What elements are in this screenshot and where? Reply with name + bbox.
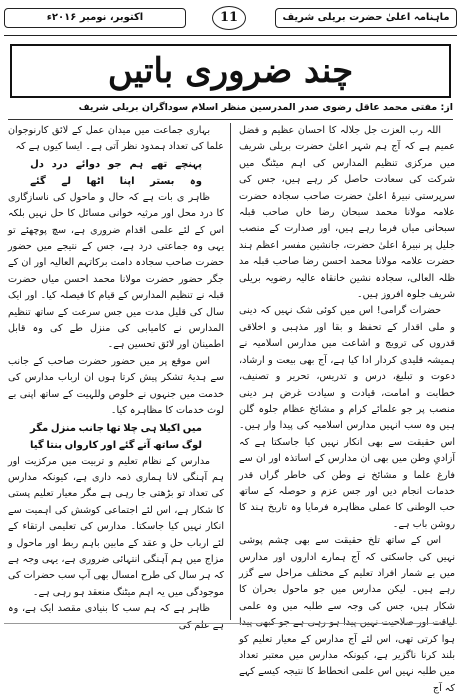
title-frame [10,44,451,98]
paragraph: حضرات گرامی! اس میں کوئی شک نہیں کہ دینی و ملی اقدار کے تحفظ و بقا اور مذہبی و اخلاقی قدروں کی ترویج و اشاعت میں مدارس اسلامیہ نے ہمیشہ قلیدی کردار ادا کیا ہے، آج بھی بیعت و ارشاد، دعوت و تبلیغ، درس و تدریس، تحریر و تصنیف، خطابت و امامت، قیادت و سیادت غرض ہر دینی منصب پر جو علمائے کرام و مشائخ عظام جلوہ گلن ہیں وہ سب انہیں مدارس اسلامیہ کی پیدا وار ہیں۔ اس حقیقت سے بھی انکار نہیں کیا جاسکتا ہے کہ آزادیِ وطن میں بھی ان مدارس کے اساتذہ اور ان سے فارغ علما و مشائخ نے وطن کی خاطر گراں قدر خدمات انجام دیں اور جس عزم و حوصلہ کے ساتھ حب الوطنی کا عملی مظاہرہ فرمایا وہ تاریخ ہند کا روشن باب ہے۔ [239,305,455,530]
author-byline: از: مفتی محمد عاقل رضوی صدر المدرسین منظر اسلام سوداگران بریلی شریف [78,102,453,113]
verse-word: اور [100,439,117,451]
magazine-page [4,4,457,694]
verse-word: وہ [189,175,202,187]
verse-word: گئے [118,439,135,451]
verse-line [8,437,224,454]
verse-word: تھے [151,158,168,170]
verse-word: اٹھا [86,175,105,187]
verse-word: بنتا [46,439,62,451]
verse-word: جو [108,158,122,170]
verse-word: کارواں [64,439,99,451]
verse-word: لوگ [181,439,202,451]
verse-word: گیا [30,439,44,451]
magazine-name: ماہنامہ اعلیٰ حضرت بریلی شریف [275,8,457,28]
column-divider [230,123,231,620]
verse-line [8,156,224,173]
verse-word: ہی [140,422,157,434]
verse-word: منزل [50,422,76,434]
verse-line [8,173,224,190]
page-bottom-rule [4,623,457,624]
left-column [8,123,224,631]
paragraph: ظاہر ہے کہ ہم سب کا بنیادی مقصد ایک ہے، وہ ہے علم کی [8,603,224,631]
verse-word: دل [30,158,44,170]
paragraph: اس کے ساتھ تلخ حقیقت سے بھی چشم پوشی نہیں کی جاسکتی کہ آج ہمارے اداروں اور مدارس میں بے شمار افراد تعلیم کے مختلف مراحل سے گزر رہے ہیں۔ لیکن مدارس میں جو ماحول بحران کا شکار ہیں، جس کی وجہ سے طلبہ میں وہ علمی لیاقت اور صلاحیت نہیں پیدا ہو رہی ہے جو کبھی پیدا ہوا کرتی تھی، اس لئے آج مدارس کے معیار تعلیم کو بلند کرنا ناگزیر ہے، کیونکہ مدارس میں معتبر تعداد میں طلبہ نہیں اس علمی انحطاط کا نتیجہ کیسے کہے کہ آج [239,535,455,694]
verse-word: اپنا [119,175,135,187]
paragraph: مدارس کے نظام تعلیم و تربیت میں مرکزیت اور ہم آہنگی لانا ہماری ذمہ داری ہے، کیونکہ مدارس کی تعداد تو بڑھتی جا رہی ہے مگر معیار تعلیم پستی کا شکار ہے، اس لئے اجتماعی کوشش کی اہمیت سے انکار نہیں کیا جاسکتا۔ مدارس کی تعلیمی ارتقاء کے لئے ارباب حل و عقد کے مابین باہم ربط اور ماحول و مزاج میں ہم آہنگی انتہائی ضروری ہے، یہی وجہ ہے کہ ہر سال کی طرح امسال بھی آپ سب حضرات کی موجودگی میں یہ اہم میٹنگ منعقد ہو رہی ہے۔ [8,455,224,598]
verse-word: آتے [137,439,151,451]
verse-word: بستر [150,175,175,187]
issue-date: اکتوبر، نومبر ۲۰۱۶ء [4,8,186,28]
paragraph: بہاری جماعت میں میدان عمل کے لائق کارنوجوان علما کی تعداد ہمدود نظر آتی ہے۔ ایسا کیوں ہے کہ [8,125,224,153]
verse-word: ساتھ [152,439,180,451]
verse-word: مگر [30,422,49,434]
verse-word: جانب [78,422,104,434]
page-number: 11 [212,6,246,30]
verse-word: درد [51,158,68,170]
right-column [239,123,455,694]
verse-word: دوائے [75,158,101,170]
verse-word: اکیلا [159,422,181,434]
verse-word: چلا [123,422,139,434]
verse-word: میں [182,422,202,434]
paragraph: اللہ رب العزت جل جلالہ کا احسان عظیم و فضل عمیم ہے کہ آج ہم شہر اعلیٰ حضرت بریلی شریف میں مرکزی تنظیم المدارس کی اہم میٹنگ میں شرکت کی سعادت حاصل کر رہے ہیں، جس کی سرپرستی نبیرۂ اعلیٰ حضرت صاحب سجادہ حضرت علامہ مولانا محمد سبحان رضا خاں صاحب قبلہ سبحانی میاں فرما رہے ہیں، اور صدارت کے منصب جلیل پر نبیرۂ اعلیٰ حضرت، جانشین مفسر اعظم ہند حضرت علامہ مولانا محمد احسن رضا صاحب قبلہ مد ظلہ العالی، سجادہ نشین خانقاہ عالیہ رضویہ بریلی شریف جلوہ افروز ہیں۔ [239,125,455,301]
byline-rule [8,119,453,120]
verse-line [8,420,224,437]
article-title: چند ضروری باتیں [107,51,354,91]
page-header [4,4,457,42]
verse-word: گئے [30,175,46,187]
verse-word: پہنچے [175,158,202,170]
verse-word: تھا [106,422,121,434]
header-rule [4,35,457,36]
paragraph: ظاہر ی بات ہے کہ حال و ماحول کی ناسازگاری کا درد محل اور مرثیہ خوانی مسائل کا حل نہیں بلکہ اس کے لئے علمی اقدام ضروری ہے، سچ پوچھئے تو یہی وہ جماعتی درد ہے، جس کے نتیجے میں حضور حضرت صاحب سجادہ دامت برکاتہم العالیہ اور ان کے جگر حضور حضرت مولانا محمد احسن میاں حضرت قبلہ نے تنظیم المدارس کے قیام کا فیصلہ کیا۔ اور ایک سال کی قلیل مدت میں جس سرعت کے ساتھ تنظیم المدارس نے کامیابی کی منزل طے کی وہ قابل اطمینان اور لائق تحسین ہے۔ [8,191,224,351]
verse-word: ہم [129,158,144,170]
verse-word: لے [61,175,71,187]
paragraph: اس موقع پر میں حضور حضرت صاحب کے جانب سے ہدیۂ تشکر پیش کرتا ہوں ان ارباب مدارس کی خدمت میں جنہوں نے خلوص وللہیت کے ساتھ اپنی بے لوث خدمات کا مظاہرہ کیا۔ [8,355,224,417]
